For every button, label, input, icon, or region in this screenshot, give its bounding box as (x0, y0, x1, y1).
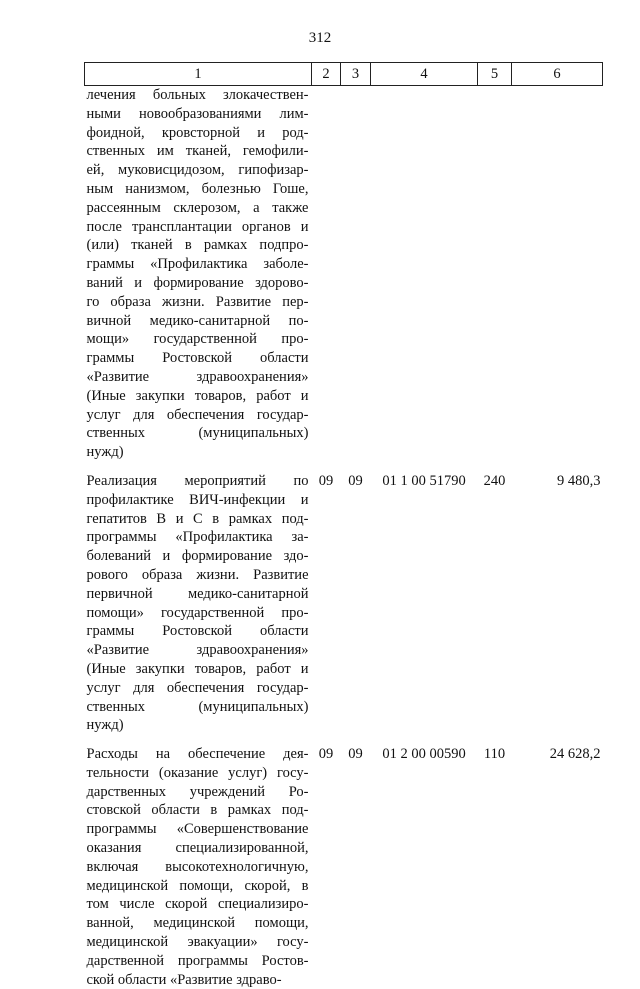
description-line: оказания специализированной, (86, 840, 309, 857)
row-target-article: 01 2 00 00590 (382, 746, 466, 763)
description-line: нужд) (86, 444, 124, 461)
description-line: ными новообразованиями лим- (86, 105, 309, 122)
description-line: болеваний и формирование здо- (86, 548, 309, 565)
description-line: (Иные закупки товаров, работ и (86, 660, 309, 677)
header-col-6: 6 (512, 63, 603, 86)
description-line: программы «Совершенствование (86, 821, 309, 838)
row-expense-type (478, 86, 512, 462)
description-line: ваний и формирование здорово- (86, 274, 309, 291)
table-row (85, 86, 603, 462)
description-line: медицинской помощи, скорой, в (86, 877, 309, 894)
table-header-row (85, 63, 603, 86)
row-description (85, 86, 312, 462)
budget-table (84, 62, 603, 989)
row-subsection: 09 (348, 746, 363, 763)
row-expense-type: 240 (483, 472, 506, 489)
description-line: медицинской эвакуации» госу- (86, 934, 309, 951)
description-line: ственных (муниципальных) (86, 425, 309, 442)
description-line: тельности (оказание услуг) госу- (86, 764, 309, 781)
description-line: профилактике ВИЧ-инфекции и (86, 491, 309, 508)
description-line: услуг для обеспечения государ- (86, 679, 309, 696)
table-row (85, 472, 603, 735)
description-line: дарственной программы Ростов- (86, 952, 309, 969)
description-line: ственных им тканей, гемофили- (86, 143, 309, 160)
row-description (85, 472, 312, 735)
description-line: стовской области в рамках под- (86, 802, 309, 819)
description-line: рового образа жизни. Развитие (86, 566, 309, 583)
description-line: программы «Профилактика за- (86, 529, 309, 546)
row-spacer-cell (85, 735, 603, 745)
description-line: том числе скорой специализиро- (86, 896, 309, 913)
description-line: после трансплантации органов и (86, 218, 309, 235)
row-subsection (341, 86, 371, 462)
description-line: ей, муковисцидозом, гипофизар- (86, 162, 309, 179)
row-target-article (371, 86, 478, 462)
description-line: ской области «Развитие здраво- (86, 971, 282, 988)
description-line: граммы Ростовской области (86, 623, 309, 640)
description-line: ственных (муниципальных) (86, 698, 309, 715)
description-line: Реализация мероприятий по (86, 472, 309, 489)
row-amount: 9 480,3 (557, 472, 601, 489)
row-spacer (85, 735, 603, 745)
header-col-4: 4 (371, 63, 478, 86)
description-line: вичной медико-санитарной по- (86, 312, 309, 329)
description-line: (или) тканей в рамках подпро- (86, 237, 309, 254)
row-spacer-cell (85, 462, 603, 472)
row-subsection: 09 (348, 472, 363, 489)
header-col-1: 1 (85, 63, 312, 86)
description-line: гепатитов В и С в рамках под- (86, 510, 309, 527)
row-section (312, 86, 341, 462)
description-line: лечения больных злокачествен- (86, 87, 309, 103)
description-line: (Иные закупки товаров, работ и (86, 387, 309, 404)
row-section: 09 (318, 746, 334, 763)
row-target-article: 01 1 00 51790 (382, 472, 466, 489)
header-col-5: 5 (478, 63, 512, 86)
description-line: первичной медико-санитарной (86, 585, 309, 602)
row-spacer (85, 462, 603, 472)
description-line: го образа жизни. Развитие пер- (86, 293, 309, 310)
table-row (85, 745, 603, 989)
description-line: «Развитие здравоохранения» (86, 642, 309, 659)
header-col-2: 2 (312, 63, 341, 86)
header-col-3: 3 (341, 63, 371, 86)
description-line: граммы «Профилактика заболе- (86, 256, 309, 273)
description-line: включая высокотехнологичную, (86, 858, 309, 875)
description-line: дарственных учреждений Ро- (86, 783, 309, 800)
description-line: граммы Ростовской области (86, 350, 309, 367)
description-line: ванной, медицинской помощи, (86, 915, 309, 932)
description-line: ным нанизмом, болезнью Гоше, (86, 180, 309, 197)
description-line: Расходы на обеспечение дея- (86, 746, 309, 763)
description-line: «Развитие здравоохранения» (86, 368, 309, 385)
row-amount (512, 86, 603, 462)
description-line: нужд) (86, 717, 124, 734)
row-section: 09 (318, 472, 334, 489)
description-line: мощи» государственной про- (86, 331, 309, 348)
row-description (85, 745, 312, 989)
row-expense-type: 110 (483, 746, 506, 763)
page-number: 312 (308, 30, 332, 46)
description-line: помощи» государственной про- (86, 604, 309, 621)
description-line: услуг для обеспечения государ- (86, 406, 309, 423)
description-line: рассеянным склерозом, а также (86, 199, 309, 216)
description-line: фоидной, кровсторной и род- (86, 124, 309, 141)
row-amount: 24 628,2 (549, 746, 601, 763)
